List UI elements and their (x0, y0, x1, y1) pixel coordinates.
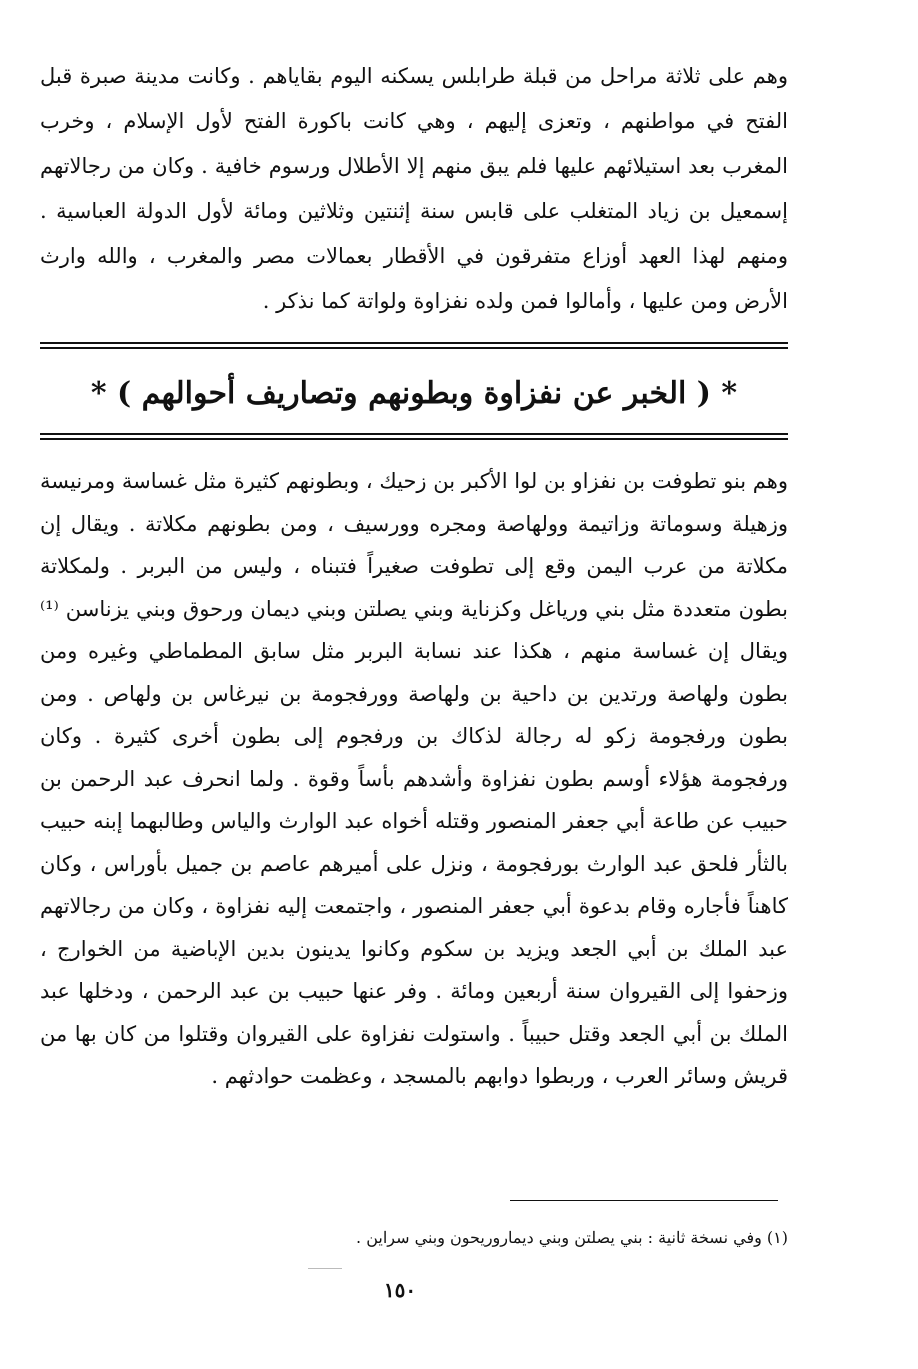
print-mark (308, 1268, 342, 1269)
footnote-separator (510, 1200, 778, 1201)
double-rule-bottom (40, 433, 788, 440)
footnote: (١) وفي نسخة ثانية : بني يصلتن وبني ديماروريحون وبني سراين . (356, 1228, 788, 1247)
section-body-paragraph: وهم بنو تطوفت بن نفزاو بن لوا الأكبر بن زحيك ، وبطونهم كثيرة مثل غساسة ومرنيسة وزهيلة وسوماتة وزاتيمة وولهاصة ومجره وورسيف ، ومن بطونهم مكلاتة . ويقال إن مكلاتة من عرب اليمن وقع إلى تطوفت صغيراً فتبناه ، وليس من البربر . ولمكلاتة بطون متعددة مثل بني ورياغل وكزناية وبني يصلتن وبني ديمان ورحوق وبني يزناسن ⁽¹⁾ ويقال إن غساسة منهم ، هكذا عند نسابة البربر مثل سابق المطماطي وغيره ومن بطون ولهاصة ورتدين بن داحية بن ولهاصة وورفجومة بن نيرغاس بن ولهاص . ومن بطون ورفجومة زكو له رجالة لذكاك بن ورفجوم إلى بطون أخرى كثيرة . وكان ورفجومة هؤلاء أوسم بطون نفزاوة وأشدهم بأساً وقوة . ولما انحرف عبد الرحمن بن حبيب عن طاعة أبي جعفر المنصور وقتله أخواه عبد الوارث والياس وطالبهما إبنه حبيب بالثأر فلحق عبد الوارث بورفجومة ، ونزل على أميرهم عاصم بن جميل بأوراس ، وكان كاهناً فأجاره وقام بدعوة أبي جعفر المنصور ، واجتمعت إليه نفزاوة ، وكان من رجالاتهم عبد الملك بن أبي الجعد ويزيد بن سكوم وكانوا يدينون بدين الإباضية من الخوارج ، وزحفوا إلى القيروان سنة أربعين ومائة . وفر عنها حبيب بن عبد الرحمن ، ودخلها عبد الملك بن أبي الجعد وقتل حبيباً . واستولت نفزاوة على القيروان وقتلوا من كان بها من قريش وسائر العرب ، وربطوا دوابهم بالمسجد ، وعظمت حوادثهم . (40, 469, 788, 1088)
page-number: ١٥٠ (383, 1278, 417, 1302)
section-heading: * ( الخبر عن نفزاوة وبطونهم وتصاريف أحوالهم ) * (90, 376, 738, 411)
opening-paragraph: وهم على ثلاثة مراحل من قبلة طرابلس يسكنه اليوم بقاياهم . وكانت مدينة صبرة قبل الفتح في مواطنهم ، وتعزى إليهم ، وهي كانت باكورة الفتح لأول الإسلام ، وخرب المغرب بعد استيلائهم عليها فلم يبق منهم إلا الأطلال ورسوم خافية . وكان من رجالاتهم إسمعيل بن زياد المتغلب على قابس سنة إثنتين وثلاثين ومائة لأول الدولة العباسية . ومنهم لهذا العهد أوزاع متفرقون في الأقطار بعمالات مصر والمغرب ، والله وارث الأرض ومن عليها ، وأمالوا فمن ولده نفزاوة ولواتة كما نذكر . (40, 64, 788, 313)
double-rule-top (40, 342, 788, 349)
